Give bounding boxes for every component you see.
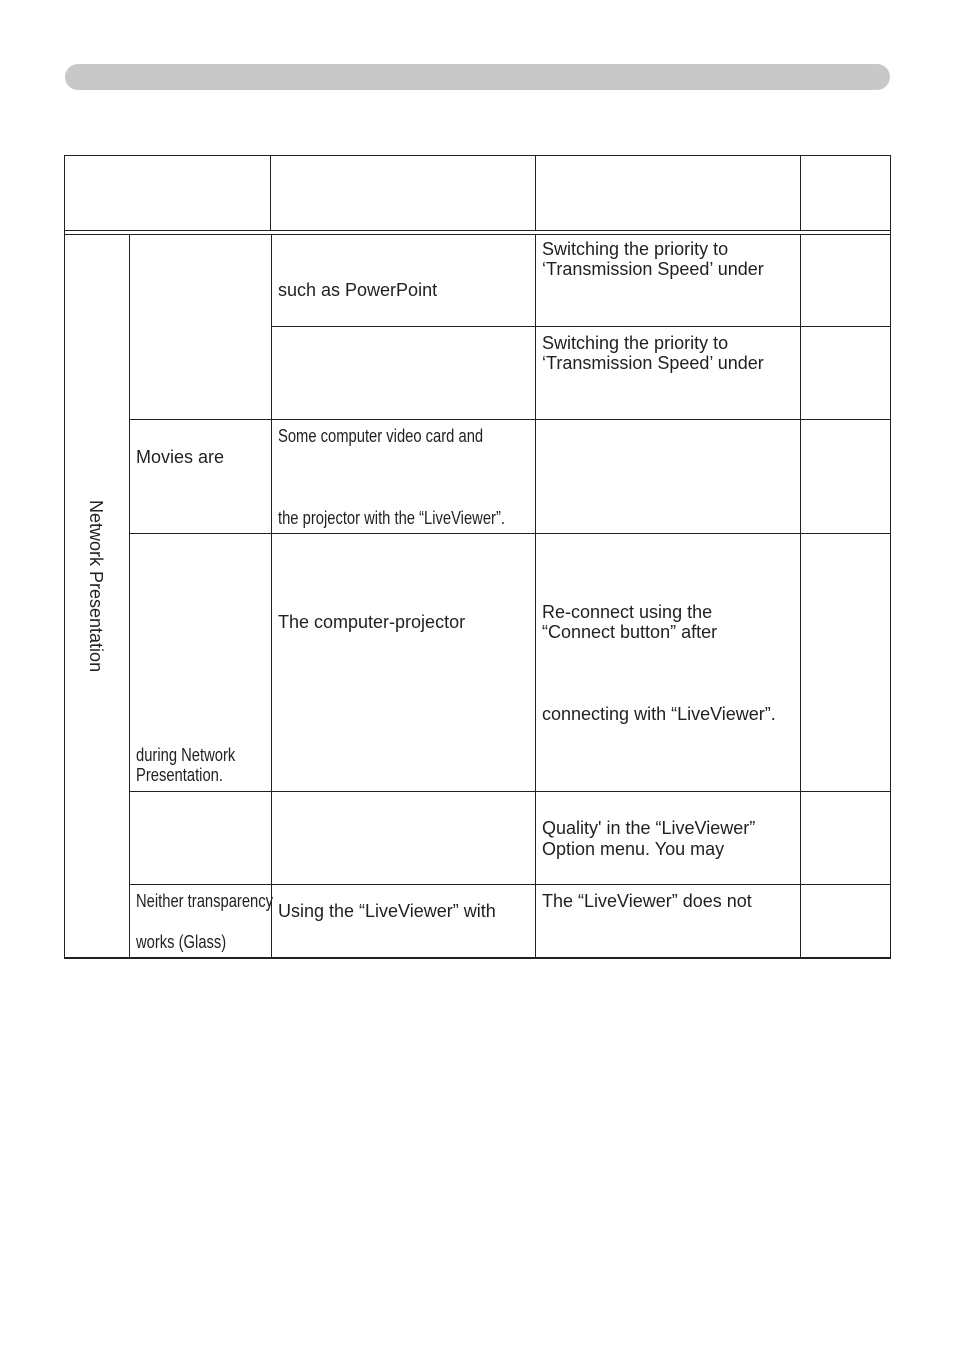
- row4-remedy-line3: connecting with “LiveViewer”.: [542, 704, 776, 724]
- row1-cause: such as PowerPoint: [278, 280, 438, 300]
- section-label: Network Presentation: [86, 500, 106, 673]
- row1-remedy-line2: ‘Transmission Speed’ under: [542, 259, 764, 279]
- row3-cause-line1: Some computer video card and: [278, 426, 484, 446]
- row6-cause: Using the “LiveViewer” with: [278, 901, 496, 921]
- row5-remedy-line1: Quality' in the “LiveViewer”: [542, 818, 756, 838]
- row4-remedy-line2: “Connect button” after: [542, 622, 718, 642]
- row5-remedy-line2: Option menu. You may: [542, 839, 725, 859]
- row2-remedy-line1: Switching the priority to: [542, 333, 729, 353]
- row2-remedy-line2: ‘Transmission Speed’ under: [542, 353, 764, 373]
- row3-cause-line2: the projector with the “LiveViewer”.: [278, 508, 505, 528]
- row4-remedy-line1: Re-connect using the: [542, 602, 713, 622]
- row6-remedy: The “LiveViewer” does not: [542, 891, 752, 911]
- row3-phenomenon: Movies are: [136, 447, 225, 467]
- row6-phenomenon-line1: Neither transparency: [136, 891, 274, 911]
- header-bar: [65, 64, 890, 90]
- row4-phenomenon-line2: Presentation.: [136, 765, 223, 785]
- row6-phenomenon-line2: works (Glass): [136, 932, 227, 952]
- row4-cause: The computer-projector: [278, 612, 466, 632]
- row4-phenomenon-line1: during Network: [136, 745, 236, 765]
- row1-remedy-line1: Switching the priority to: [542, 239, 729, 259]
